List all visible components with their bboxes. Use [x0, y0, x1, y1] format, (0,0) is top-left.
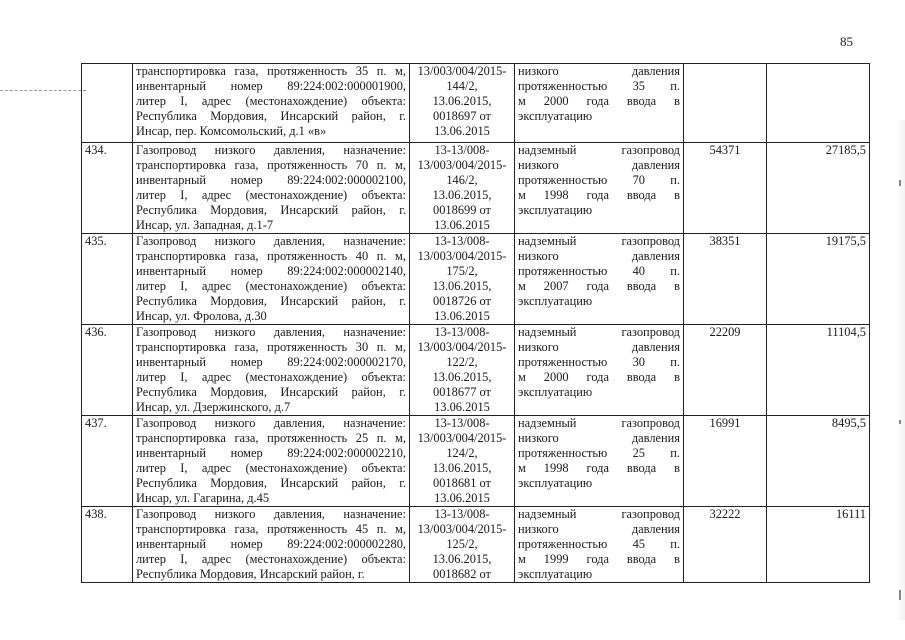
object-name-cell — [133, 143, 410, 234]
registration-line: 13.06.2015 — [434, 491, 490, 505]
registration-line: 13.06.2015 — [434, 124, 490, 138]
registration-line: 146/2, — [446, 173, 478, 187]
row-number-cell: 437. — [82, 416, 133, 507]
registration-line: 125/2, — [446, 537, 478, 551]
object-name-line: инвентарный номер 89:224:002:000002100, — [136, 173, 406, 187]
description-cell — [515, 143, 684, 234]
object-name-line: Инсар, ул. Западная, д.1-7 — [136, 218, 274, 232]
description-line: протяженностью 30 п. — [518, 355, 680, 369]
description-cell — [515, 416, 684, 507]
registration-line: 124/2, — [446, 446, 478, 460]
cost-cell: 16111 — [767, 507, 870, 583]
description-line: эксплуатацию — [518, 476, 593, 490]
description-line: м 2000 года ввода в — [518, 370, 680, 384]
object-name-line: Инсар, пер. Комсомольский, д.1 «в» — [136, 124, 327, 138]
object-name-cell — [133, 416, 410, 507]
description-line: протяженностью 45 п. — [518, 537, 680, 551]
description-line: низкого давления — [518, 158, 680, 172]
description-line: протяженностью 35 п. — [518, 79, 680, 93]
description-line: надземный газопровод — [518, 325, 680, 339]
object-name-line: Инсар, ул. Дзержинского, д.7 — [136, 400, 291, 414]
object-name-line: инвентарный номер 89:224:002:000002140, — [136, 264, 406, 278]
value-cell: 32222 — [684, 507, 767, 583]
table-row — [82, 325, 870, 416]
registration-line: 13.06.2015 — [434, 218, 490, 232]
object-name-cell — [133, 64, 410, 143]
registration-line: 13-13/008- — [434, 234, 490, 248]
value-cell: 16991 — [684, 416, 767, 507]
row-number-cell: 436. — [82, 325, 133, 416]
scan-artifact-line — [0, 90, 86, 91]
registration-line: 13.06.2015 — [434, 309, 490, 323]
description-line: надземный газопровод — [518, 143, 680, 157]
row-number-cell: 434. — [82, 143, 133, 234]
description-line: низкого давления — [518, 64, 680, 78]
description-line: протяженностью 25 п. — [518, 446, 680, 460]
description-line: эксплуатацию — [518, 294, 593, 308]
description-line: м 2000 года ввода в — [518, 94, 680, 108]
description-line: м 2007 года ввода в — [518, 279, 680, 293]
registration-line: 13.06.2015, — [432, 461, 492, 475]
value-cell: 22209 — [684, 325, 767, 416]
registration-line: 13/003/004/2015- — [417, 522, 507, 536]
table-row — [82, 234, 870, 325]
object-name-line: Газопровод низкого давления, назначение: — [136, 325, 406, 339]
registration-line: 13.06.2015, — [432, 188, 492, 202]
description-line: м 1998 года ввода в — [518, 461, 680, 475]
description-line: низкого давления — [518, 249, 680, 263]
registration-line: 0018677 от — [433, 385, 491, 399]
description-line: эксплуатацию — [518, 203, 593, 217]
row-number-cell: 435. — [82, 234, 133, 325]
registration-cell — [410, 143, 515, 234]
object-name-line: Газопровод низкого давления, назначение: — [136, 507, 406, 521]
registration-cell — [410, 325, 515, 416]
description-cell — [515, 325, 684, 416]
table-row — [82, 143, 870, 234]
cost-cell: 19175,5 — [767, 234, 870, 325]
object-name-line: литер I, адрес (местонахождение) объекта: — [136, 279, 406, 293]
scan-edge-mark — [899, 180, 901, 186]
description-line: м 1999 года ввода в — [518, 552, 680, 566]
description-line: низкого давления — [518, 340, 680, 354]
object-name-line: Республика Мордовия, Инсарский район, г. — [136, 294, 406, 308]
scan-edge-mark — [899, 420, 901, 424]
registration-line: 13-13/008- — [434, 143, 490, 157]
description-line: протяженностью 40 п. — [518, 264, 680, 278]
table-row — [82, 64, 870, 143]
cost-cell — [767, 64, 870, 143]
object-name-line: Инсар, ул. Гагарина, д.45 — [136, 491, 270, 505]
description-line: эксплуатацию — [518, 109, 593, 123]
object-name-line: Республика Мордовия, Инсарский район, г. — [136, 109, 406, 123]
registration-cell — [410, 416, 515, 507]
object-name-line: Газопровод низкого давления, назначение: — [136, 143, 406, 157]
registration-line: 13/003/004/2015- — [417, 431, 507, 445]
table-row — [82, 507, 870, 583]
object-name-cell — [133, 234, 410, 325]
object-name-line: транспортировка газа, протяженность 30 п. м, — [136, 340, 406, 354]
registration-line: 0018699 от — [433, 203, 491, 217]
object-name-cell — [133, 507, 410, 583]
description-cell — [515, 507, 684, 583]
registration-cell — [410, 234, 515, 325]
registration-line: 13.06.2015, — [432, 370, 492, 384]
object-name-line: инвентарный номер 89:224:002:000001900, — [136, 79, 406, 93]
description-line: м 1998 года ввода в — [518, 188, 680, 202]
object-name-line: инвентарный номер 89:224:002:000002210, — [136, 446, 406, 460]
cost-cell: 27185,5 — [767, 143, 870, 234]
registration-line: 13-13/008- — [434, 416, 490, 430]
page-number: 85 — [840, 34, 853, 49]
object-name-line: транспортировка газа, протяженность 45 п. м, — [136, 522, 406, 536]
cost-cell: 11104,5 — [767, 325, 870, 416]
registration-line: 13/003/004/2015- — [417, 340, 507, 354]
description-line: низкого давления — [518, 431, 680, 445]
object-name-line: Газопровод низкого давления, назначение: — [136, 234, 406, 248]
row-number-cell — [82, 64, 133, 143]
object-name-line: транспортировка газа, протяженность 25 п. м, — [136, 431, 406, 445]
object-name-line: Инсар, ул. Фролова, д.30 — [136, 309, 267, 323]
object-name-line: транспортировка газа, протяженность 70 п. м, — [136, 158, 406, 172]
description-cell — [515, 234, 684, 325]
registration-line: 122/2, — [446, 355, 478, 369]
object-name-line: литер I, адрес (местонахождение) объекта: — [136, 370, 406, 384]
value-cell — [684, 64, 767, 143]
value-cell: 38351 — [684, 234, 767, 325]
object-name-line: литер I, адрес (местонахождение) объекта: — [136, 94, 406, 108]
scan-edge-mark — [899, 590, 901, 600]
registration-line: 175/2, — [446, 264, 478, 278]
description-line: надземный газопровод — [518, 507, 680, 521]
object-name-line: инвентарный номер 89:224:002:000002170, — [136, 355, 406, 369]
registration-cell — [410, 64, 515, 143]
cost-cell: 8495,5 — [767, 416, 870, 507]
registration-line: 144/2, — [446, 79, 478, 93]
registry-table — [81, 63, 870, 583]
registration-line: 0018682 от — [433, 567, 491, 581]
table-row — [82, 416, 870, 507]
object-name-line: литер I, адрес (местонахождение) объекта: — [136, 552, 406, 566]
object-name-line: транспортировка газа, протяженность 40 п. м, — [136, 249, 406, 263]
registration-cell — [410, 507, 515, 583]
object-name-line: Республика Мордовия, Инсарский район, г. — [136, 567, 365, 581]
registration-line: 13/003/004/2015- — [417, 64, 507, 78]
value-cell: 54371 — [684, 143, 767, 234]
registration-line: 13.06.2015, — [432, 94, 492, 108]
object-name-line: Республика Мордовия, Инсарский район, г. — [136, 385, 406, 399]
description-line: надземный газопровод — [518, 416, 680, 430]
description-line: эксплуатацию — [518, 567, 593, 581]
object-name-line: литер I, адрес (местонахождение) объекта: — [136, 461, 406, 475]
object-name-line: Газопровод низкого давления, назначение: — [136, 416, 406, 430]
scan-right-edge — [897, 120, 905, 620]
description-line: протяженностью 70 п. — [518, 173, 680, 187]
registration-line: 13/003/004/2015- — [417, 158, 507, 172]
registration-line: 13.06.2015 — [434, 400, 490, 414]
registration-line: 13.06.2015, — [432, 279, 492, 293]
object-name-line: инвентарный номер 89:224:002:000002280, — [136, 537, 406, 551]
object-name-line: Республика Мордовия, Инсарский район, г. — [136, 203, 406, 217]
object-name-line: Республика Мордовия, Инсарский район, г. — [136, 476, 406, 490]
object-name-cell — [133, 325, 410, 416]
registration-line: 13-13/008- — [434, 507, 490, 521]
description-line: надземный газопровод — [518, 234, 680, 248]
registration-line: 0018726 от — [433, 294, 491, 308]
registry-table-wrapper — [81, 63, 867, 583]
registration-line: 13/003/004/2015- — [417, 249, 507, 263]
registry-table-body — [82, 64, 870, 583]
row-number-cell: 438. — [82, 507, 133, 583]
description-cell — [515, 64, 684, 143]
registration-line: 0018681 от — [433, 476, 491, 490]
object-name-line: транспортировка газа, протяженность 35 п. м, — [136, 64, 406, 78]
object-name-line: литер I, адрес (местонахождение) объекта: — [136, 188, 406, 202]
registration-line: 13.06.2015, — [432, 552, 492, 566]
description-line: эксплуатацию — [518, 385, 593, 399]
registration-line: 0018697 от — [433, 109, 491, 123]
registration-line: 13-13/008- — [434, 325, 490, 339]
description-line: низкого давления — [518, 522, 680, 536]
